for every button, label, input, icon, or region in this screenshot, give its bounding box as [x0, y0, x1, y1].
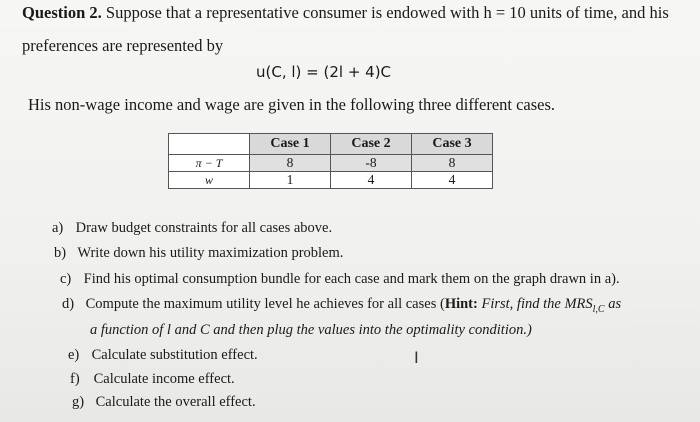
table-header-blank: [169, 134, 250, 155]
list-item: [68, 347, 258, 364]
table-cell: 1: [250, 172, 331, 189]
table-header-row: [169, 134, 493, 155]
part-text: Find his optimal consumption bundle for each case and mark them on the graph drawn in a).: [83, 271, 620, 287]
list-item: [60, 271, 620, 288]
cases-intro: His non-wage income and wage are given in the following three different cases.: [28, 95, 556, 114]
part-label: a): [52, 220, 64, 236]
text-cursor-icon: I: [414, 348, 419, 367]
part-text: Compute the maximum utility level he achieves for all cases (: [85, 296, 445, 312]
list-item: [54, 245, 343, 262]
table-row: [169, 172, 493, 189]
question-title: [22, 3, 669, 23]
part-label: f): [70, 371, 80, 387]
table-header-case-2: Case 2: [331, 134, 412, 155]
hint-tail: as: [604, 296, 622, 312]
question-line-2: preferences are represented by: [22, 36, 224, 55]
part-label: c): [60, 271, 72, 287]
table-cell: 8: [250, 155, 331, 172]
part-text: Calculate income effect.: [93, 371, 235, 387]
list-item: [72, 394, 256, 411]
hint-text: First, find the MRS: [477, 296, 593, 312]
part-text: Calculate the overall effect.: [95, 394, 256, 410]
table-cell: 4: [412, 172, 493, 189]
part-label: b): [54, 245, 67, 261]
table-row: [169, 155, 493, 172]
table-cell: 8: [412, 155, 493, 172]
question-line-1: Suppose that a representative consumer is endowed with h = 10 units of time, and his: [101, 3, 669, 22]
list-item: [62, 296, 621, 315]
table-cell: -8: [331, 155, 412, 172]
row-label-wage: w: [169, 172, 250, 189]
part-text: Write down his utility maximization problem.: [77, 245, 344, 261]
part-label: g): [72, 394, 85, 410]
part-label: e): [68, 347, 80, 363]
hint-subscript: l,C: [592, 303, 605, 315]
part-text: Draw budget constraints for all cases above.: [75, 220, 333, 236]
table-header-case-3: Case 3: [412, 134, 493, 155]
row-label-nonwage-income: π − T: [169, 155, 250, 172]
cases-table: [168, 133, 493, 189]
part-label: d): [62, 296, 75, 312]
table-cell: 4: [331, 172, 412, 189]
utility-formula: u(C, l) = (2l + 4)C: [256, 63, 392, 81]
part-text: Calculate substitution effect.: [91, 347, 258, 363]
list-item: [70, 371, 235, 388]
list-item-continuation: a function of l and C and then plug the values into the optimality condition.): [90, 322, 532, 338]
table-header-case-1: Case 1: [250, 134, 331, 155]
list-item: [52, 220, 332, 237]
hint-label: Hint:: [444, 296, 478, 312]
question-label: Question 2.: [22, 3, 102, 22]
